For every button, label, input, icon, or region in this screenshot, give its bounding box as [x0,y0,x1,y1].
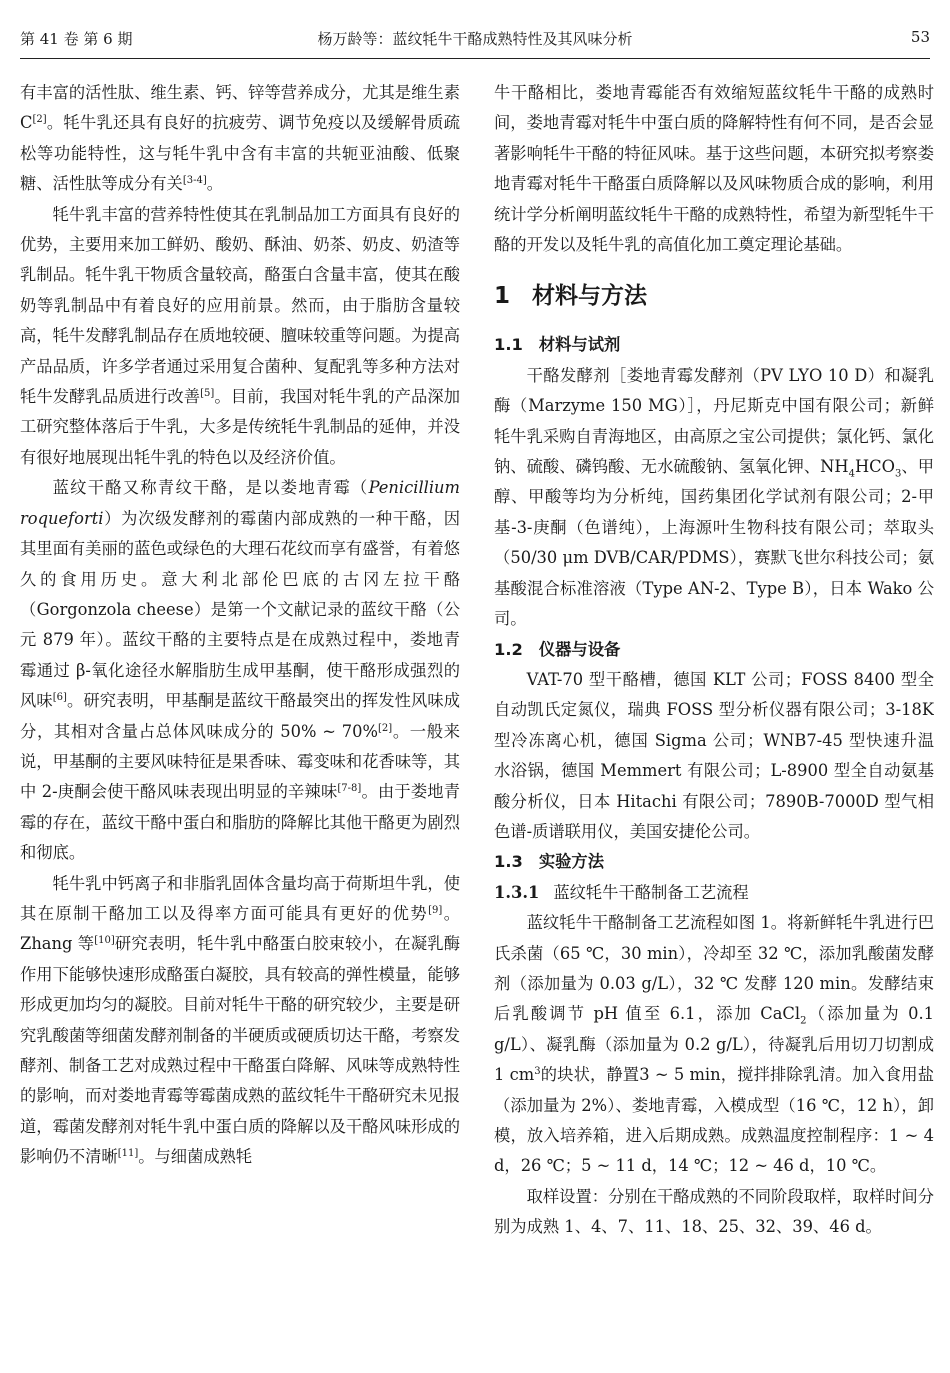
running-header [20,28,930,56]
text: 牦牛乳丰富的营养特性使其在乳制品加工方面具有良好的优势，主要用来加工鲜奶、酸奶、酥油、奶茶、奶皮、奶渣等乳制品。牦牛乳干物质含量较高，酪蛋白含量丰富，使其在酸奶等乳制品中有着良好的应用前景。然而，由于脂肪含量较高，牦牛发酵乳制品存在质地较硬、膻味较重等问题。为提高产品品质，许多学者通过采用复合菌种、复配乳等多种方法对牦牛发酵乳品质进行改善 [20,204,460,407]
text: 干酪发酵剂［娄地青霉发酵剂（PV LYO 10 D）和凝乳酶（Marzyme 150 MG）］，丹尼斯克中国有限公司；新鲜牦牛乳采购自青海地区，由高原之宝公司提供；氯化钙、氯化钠、硫酸、磷钨酸、无水硫酸钠、氢氧化钾、NH [494,365,934,477]
subsection-heading [494,635,934,665]
citation: [3-4] [182,175,207,187]
section-number: 1.3 [494,852,523,872]
subscript: 3 [895,468,902,480]
text: 蓝纹牦牛干酪制备工艺流程如图 1。将新鲜牦牛乳进行巴氏杀菌（65 ℃，30 min），冷却至 32 ℃，添加乳酸菌发酵剂（添加量为 0.03 g/L），32 ℃ 发酵 120 min。发酵结束后乳酸调节 pH 值至 6.1，添加 CaCl [494,913,934,1024]
text: 牦牛乳中钙离子和非脂乳固体含量均高于荷斯坦牛乳，使其在原制干酪加工以及得率方面可能具有更好的优势 [20,873,460,923]
text: 。与细菌成熟牦 [138,1147,253,1167]
text: 。牦牛乳还具有良好的抗疲劳、调节免疫以及缓解骨质疏松等功能特性，这与牦牛乳中含有丰富的共轭亚油酸、低聚糖、活性肽等成分有关 [20,113,460,194]
citation: [10] [94,935,115,947]
section-number: 1.3.1 [494,882,540,902]
citation: [2] [377,722,393,734]
text: 。目前，我国对牦牛乳的产品深加工研究整体落后于牛乳，大多是传统牦牛乳制品的延伸，并没有很好地展现出牦牛乳的特色以及经济价值。 [20,387,460,467]
journal-volume: 第 41 卷 第 6 期 [20,30,133,48]
header-rule [20,58,930,59]
citation: [11] [117,1148,139,1160]
citation: [7-8] [337,783,362,795]
text: 有丰富的活性肽、维生素、钙、锌等营养成分，尤其是维生素 C [20,83,460,133]
text: 的块状，静置3 ~ 5 min，搅拌排除乳清。加入食用盐（添加量为 2%）、娄地青霉，入模成型（16 ℃，12 h），卸模，放入培养箱，进入后期成熟。成熟温度控制程序：1 ~ 4 d，26 ℃；5 ~ 11 d，14 ℃；12 ~ 46 d，10 ℃。 [494,1065,934,1176]
text: 蓝纹干酪又称青纹干酪，是以娄地青霉（ [52,478,369,498]
text: 。 [206,174,224,194]
subsubsection-heading [494,878,934,908]
left-column [20,78,460,1368]
subscript: 2 [800,1015,807,1027]
section-heading [494,276,934,316]
section-title: 材料与试剂 [538,335,621,355]
paragraph [20,200,460,474]
latin-name: Penicillium roqueforti [20,478,460,528]
citation: [9] [428,904,443,916]
citation: [6] [52,692,67,704]
text: 、甲醇、甲酸等均为分析纯，国药集团化学试剂有限公司；2-甲基-3-庚酮（色谱纯），上海源叶生物科技有限公司；萃取头（50/30 μm DVB/CAR/PDMS），赛默飞世尔科技公司；氨基酸混合标准溶液（Type AN-2、Type B），日本 Wako 公司。 [494,457,934,629]
section-title: 仪器与设备 [538,639,621,659]
paragraph [494,908,934,1182]
paragraph [20,78,460,200]
section-number: 1.1 [494,335,523,355]
text: ）为次级发酵剂的霉菌内部成熟的一种干酪，因其里面有美丽的蓝色或绿色的大理石花纹而享有盛誉，有着悠久的食用历史。意大利北部伦巴底的古冈左拉干酪（Gorgonzola cheese）是第一个文献记录的蓝纹干酪（公元 879 年）。蓝纹干酪的主要特点是在成熟过程中，娄地青霉通过 β-氧化途径水解脂肪生成甲基酮，使干酪形成强烈的风味 [20,508,460,711]
section-title: 材料与方法 [532,283,648,310]
paragraph [20,473,460,868]
section-number: 1.2 [494,639,523,659]
text: HCO [854,457,895,477]
text: 。研究表明，甲基酮是蓝纹干酪最突出的挥发性风味成分，其相对含量占总体风味成分的 50% ~ 70% [20,691,460,741]
superscript: 3 [534,1066,541,1078]
page-number: 53 [910,28,930,46]
running-title: 杨万龄等：蓝纹牦牛干酪成熟特性及其风味分析 [317,30,633,48]
citation: [2] [32,114,47,126]
text: 。Zhang 等 [20,903,460,954]
citation: [5] [200,388,215,400]
section-title: 实验方法 [538,852,604,872]
subsection-heading [494,847,934,877]
text: 。由于娄地青霉的存在，蓝纹干酪中蛋白和脂肪的降解比其他干酪更为剧烈和彻底。 [20,782,460,863]
paragraph [494,361,934,635]
paragraph: 牛干酪相比，娄地青霉能否有效缩短蓝纹牦牛干酪的成熟时间，娄地青霉对牦牛中蛋白质的降解特性有何不同，是否会显著影响牦牛干酪的特征风味。基于这些问题，本研究拟考察娄地青霉对牦牛干酪蛋白质降解以及风味物质合成的影响，利用统计学分析阐明蓝纹牦牛干酪的成熟特性，希望为新型牦牛干酪的开发以及牦牛乳的高值化加工奠定理论基础。 [494,83,934,255]
text: 研究表明，牦牛乳中酪蛋白胶束较小，在凝乳酶作用下能够快速形成酪蛋白凝胶，具有较高的弹性模量，能够形成更加均匀的凝胶。目前对牦牛干酪的研究较少，主要是研究乳酸菌等细菌发酵剂制备的半硬质或硬质切达干酪，考察发酵剂、制备工艺对成熟过程中干酪蛋白降解、风味等成熟特性的影响，而对娄地青霉等霉菌成熟的蓝纹牦牛干酪研究未见报道，霉菌发酵剂对牦牛乳中蛋白质的降解以及干酪风味形成的影响仍不清晰 [20,934,460,1167]
paragraph [20,869,460,1173]
subscript: 4 [848,468,855,480]
paragraph: 取样设置：分别在干酪成熟的不同阶段取样，取样时间分别为成熟 1、4、7、11、18、25、32、39、46 d。 [494,1186,934,1237]
text: （添加量为 0.1 g/L）、凝乳酶（添加量为 0.2 g/L），待凝乳后用切刀切割成 1 cm [494,1004,934,1085]
section-title: 蓝纹牦牛干酪制备工艺流程 [553,882,749,902]
text: 。一般来说，甲基酮的主要风味特征是果香味、霉变味和花香味等，其中 2-庚酮会使干酪风味表现出明显的辛辣味 [20,721,460,802]
section-number: 1 [494,283,511,310]
right-column [494,78,934,1368]
paragraph: VAT-70 型干酪槽，德国 KLT 公司；FOSS 8400 型全自动凯氏定氮仪，瑞典 FOSS 型分析仪器有限公司；3-18K 型冷冻离心机，德国 Sigma 公司；WNB7-45 型快速升温水浴锅，德国 Memmert 有限公司；L-8900 型全自动氨基酸分析仪，日本 Hitachi 有限公司；7890B-7000D 型气相色谱-质谱联用仪，美国安捷伦公司。 [494,669,934,841]
subsection-heading [494,330,934,360]
